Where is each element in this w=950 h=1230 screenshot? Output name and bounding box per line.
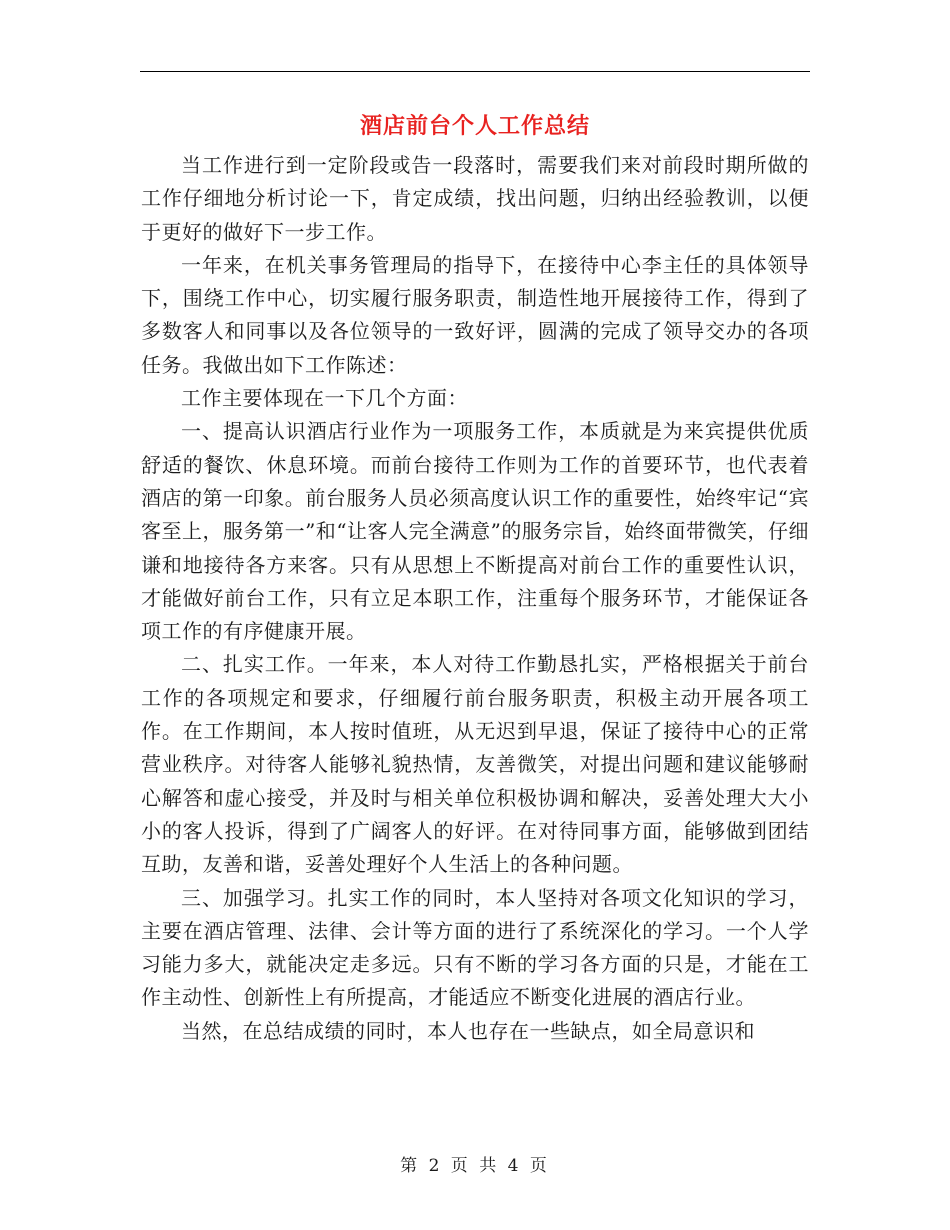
- header-rule: [140, 71, 810, 72]
- paragraph-3: 工作主要体现在一下几个方面：: [181, 386, 468, 411]
- paragraph-1: 当工作进行到一定阶段或告一段落时，需要我们来对前段时期所做的工作仔细地分析讨论一下，肯定成绩，找出问题，归纳出经验教训，以便于更好的做好下一步工作。: [141, 153, 809, 244]
- document-title: 酒店前台个人工作总结: [359, 113, 590, 139]
- paragraph-4: 一、提高认识酒店行业作为一项服务工作，本质就是为来宾提供优质舒适的餐饮、休息环境。而前台接待工作则为工作的首要环节，也代表着酒店的第一印象。前台服务人员必须高度认识工作的重要性，始终牢记“宾客至上，服务第一”和“让客人完全满意”的服务宗旨，始终面带微笑，仔细谦和地接待各方来客。只有从思想上不断提高对前台工作的重要性认识，才能做好前台工作，只有立足本职工作，注重每个服务环节，才能保证各项工作的有序健康开展。: [141, 419, 809, 644]
- paragraph-2: 一年来，在机关事务管理局的指导下，在接待中心李主任的具体领导下，围绕工作中心，切实履行服务职责，制造性地开展接待工作，得到了多数客人和同事以及各位领导的一致好评，圆满的完成了领导交办的各项任务。我做出如下工作陈述：: [141, 252, 809, 377]
- paragraph-7: 当然，在总结成绩的同时，本人也存在一些缺点，如全局意识和: [181, 1018, 755, 1043]
- page-number-footer: 第 2 页 共 4 页: [400, 1156, 550, 1176]
- document-body: [141, 149, 809, 1048]
- paragraph-5: 二、扎实工作。一年来，本人对待工作勤恳扎实，严格根据关于前台工作的各项规定和要求，仔细履行前台服务职责，积极主动开展各项工作。在工作期间，本人按时值班，从无迟到早退，保证了接待中心的正常营业秩序。对待客人能够礼貌热情，友善微笑，对提出问题和建议能够耐心解答和虚心接受，并及时与相关单位积极协调和解决，妥善处理大大小小的客人投诉，得到了广阔客人的好评。在对待同事方面，能够做到团结互助，友善和谐，妥善处理好个人生活上的各种问题。: [141, 652, 809, 877]
- paragraph-6: 三、加强学习。扎实工作的同时，本人坚持对各项文化知识的学习，主要在酒店管理、法律、会计等方面的进行了系统深化的学习。一个人学习能力多大，就能决定走多远。只有不断的学习各方面的只是，才能在工作主动性、创新性上有所提高，才能适应不断变化进展的酒店行业。: [141, 885, 809, 1010]
